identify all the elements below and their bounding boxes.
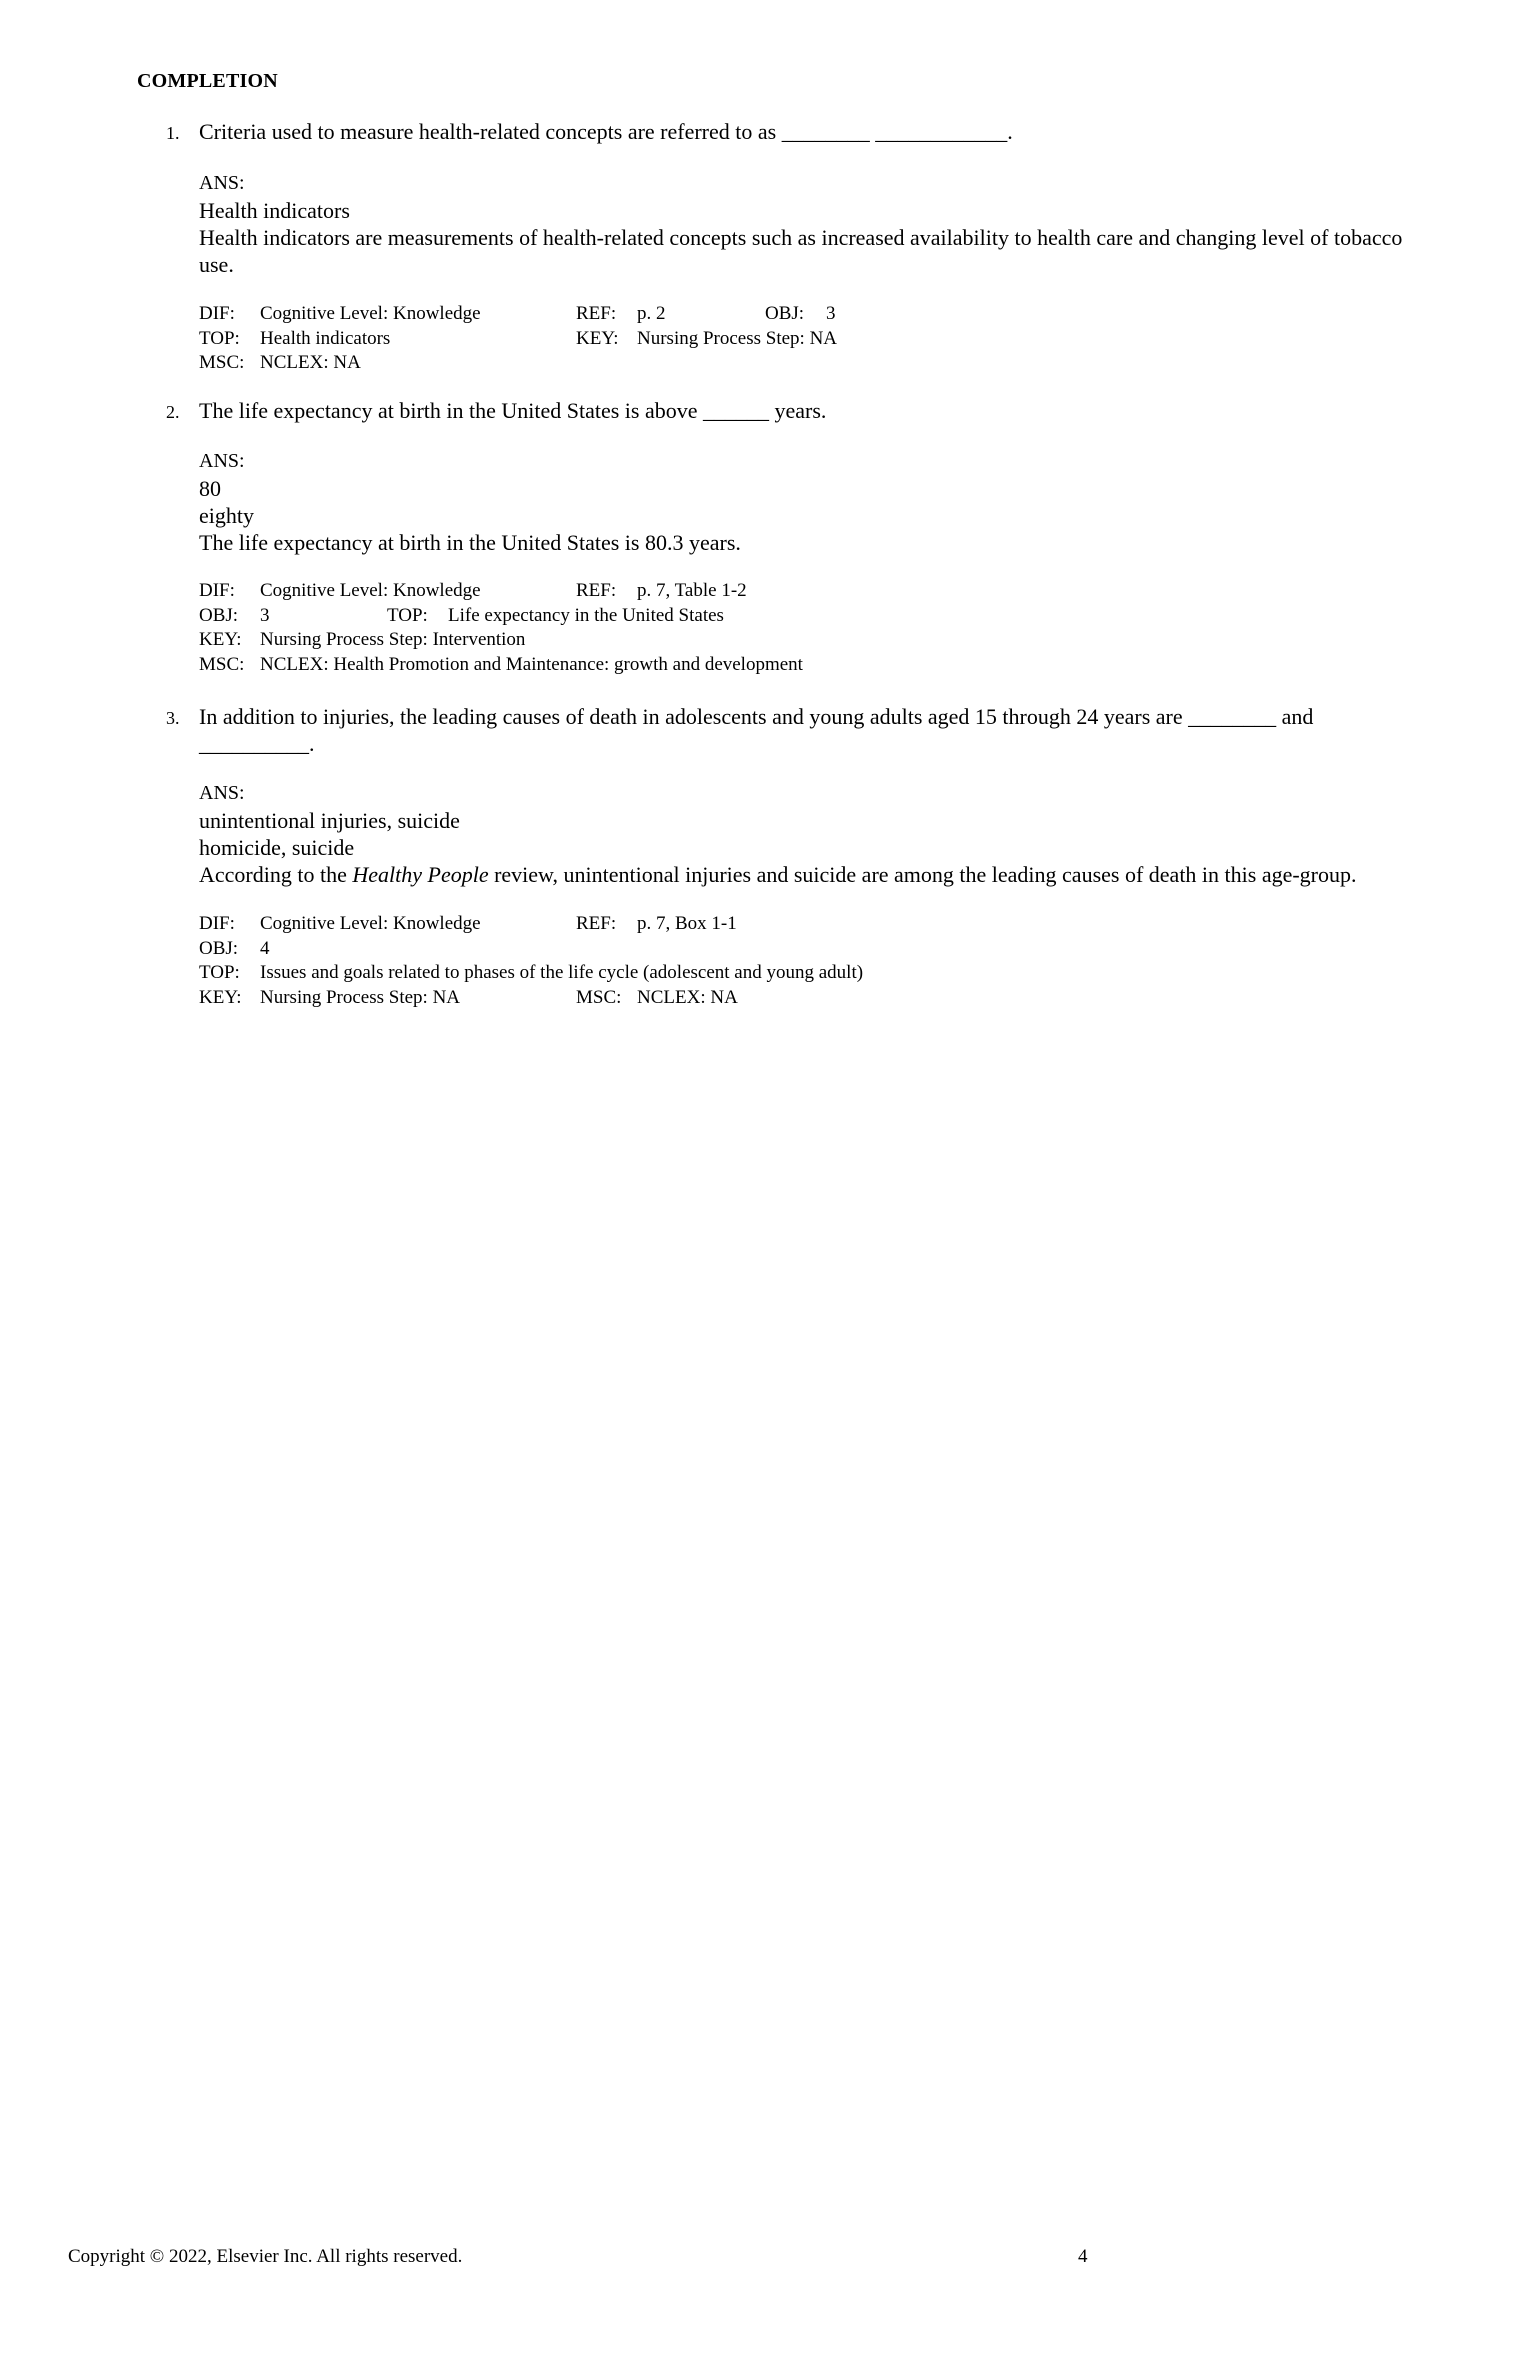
question-text-line: In addition to injuries, the leading causes of death in adolescents and young adults aged 15 through 24 years are ________ and	[199, 704, 1314, 729]
rationale-italic-title: Healthy People	[352, 862, 489, 887]
question-number: 2.	[166, 402, 180, 422]
ref-value: p. 2	[637, 303, 666, 324]
key-value: Nursing Process Step: NA	[637, 327, 838, 349]
metadata-row	[199, 961, 1429, 986]
obj-value: 3	[260, 604, 270, 626]
top-value: Life expectancy in the United States	[448, 604, 724, 626]
metadata-row	[199, 302, 1429, 327]
metadata-row	[199, 604, 1429, 629]
answer-label: ANS:	[199, 450, 245, 472]
ref-label: REF:	[576, 580, 617, 601]
key-value: Nursing Process Step: NA	[260, 986, 461, 1008]
obj-label: OBJ:	[199, 604, 239, 626]
msc-value: NCLEX: NA	[637, 986, 738, 1008]
obj-value: 4	[260, 937, 270, 959]
ref-value: p. 7, Box 1-1	[637, 913, 737, 934]
rationale: The life expectancy at birth in the United States is 80.3 years.	[199, 530, 741, 555]
section-heading: COMPLETION	[137, 70, 278, 92]
dif-label: DIF:	[199, 303, 235, 324]
footer-copyright: Copyright © 2022, Elsevier Inc. All rights reserved.	[68, 2246, 463, 2267]
answer-block	[199, 780, 1429, 888]
top-label: TOP:	[199, 327, 240, 349]
metadata-row	[199, 628, 1429, 653]
metadata-row	[199, 653, 1429, 678]
metadata-row	[199, 579, 1429, 604]
top-label: TOP:	[199, 962, 240, 983]
obj-label: OBJ:	[199, 937, 239, 959]
question-text	[199, 703, 1429, 757]
obj-value: 3	[826, 303, 836, 324]
key-label: KEY:	[199, 629, 242, 650]
msc-value: NCLEX: Health Promotion and Maintenance: growth and development	[260, 653, 803, 675]
msc-label: MSC:	[576, 986, 622, 1008]
answer-value: 80	[199, 476, 221, 501]
question-number: 3.	[166, 708, 180, 728]
answer-value: homicide, suicide	[199, 835, 355, 860]
metadata-row	[199, 986, 1429, 1011]
question-text: Criteria used to measure health-related concepts are referred to as ________ ____________.	[199, 119, 1013, 144]
rationale	[199, 861, 1429, 888]
dif-label: DIF:	[199, 580, 235, 601]
top-label: TOP:	[387, 604, 428, 626]
metadata-block	[199, 302, 1429, 376]
obj-label: OBJ:	[765, 303, 805, 324]
answer-label: ANS:	[199, 172, 245, 194]
key-value: Nursing Process Step: Intervention	[260, 629, 526, 650]
answer-value: Health indicators	[199, 198, 350, 223]
question-text-line: __________.	[199, 731, 315, 756]
answer-label: ANS:	[199, 782, 245, 804]
dif-value: Cognitive Level: Knowledge	[260, 303, 481, 324]
metadata-row	[199, 912, 1429, 937]
key-label: KEY:	[199, 986, 242, 1008]
dif-label: DIF:	[199, 913, 235, 934]
ref-label: REF:	[576, 303, 617, 324]
rationale: Health indicators are measurements of health-related concepts such as increased availability to health care and changing level of tobacco use.	[199, 225, 1403, 277]
answer-block	[199, 448, 1429, 556]
answer-block	[199, 170, 1429, 278]
metadata-block	[199, 579, 1429, 677]
ref-value: p. 7, Table 1-2	[637, 580, 747, 601]
answer-value: eighty	[199, 503, 254, 528]
top-value: Health indicators	[260, 327, 391, 349]
dif-value: Cognitive Level: Knowledge	[260, 913, 481, 934]
rationale-text: According to the	[199, 862, 353, 887]
msc-value: NCLEX: NA	[260, 352, 361, 373]
rationale-text: review, unintentional injuries and suicide are among the leading causes of death in this age-group.	[488, 862, 1357, 887]
answer-value: unintentional injuries, suicide	[199, 808, 460, 833]
msc-label: MSC:	[199, 352, 245, 373]
metadata-row	[199, 327, 1429, 352]
dif-value: Cognitive Level: Knowledge	[260, 580, 481, 601]
metadata-row	[199, 937, 1429, 962]
footer-page-number: 4	[1078, 2246, 1088, 2267]
ref-label: REF:	[576, 913, 617, 934]
top-value: Issues and goals related to phases of the life cycle (adolescent and young adult)	[260, 962, 864, 983]
question-text: The life expectancy at birth in the United States is above ______ years.	[199, 398, 827, 423]
metadata-block	[199, 912, 1429, 1010]
question-number: 1.	[166, 123, 180, 143]
msc-label: MSC:	[199, 653, 245, 675]
key-label: KEY:	[576, 327, 619, 349]
metadata-row	[199, 351, 1429, 376]
